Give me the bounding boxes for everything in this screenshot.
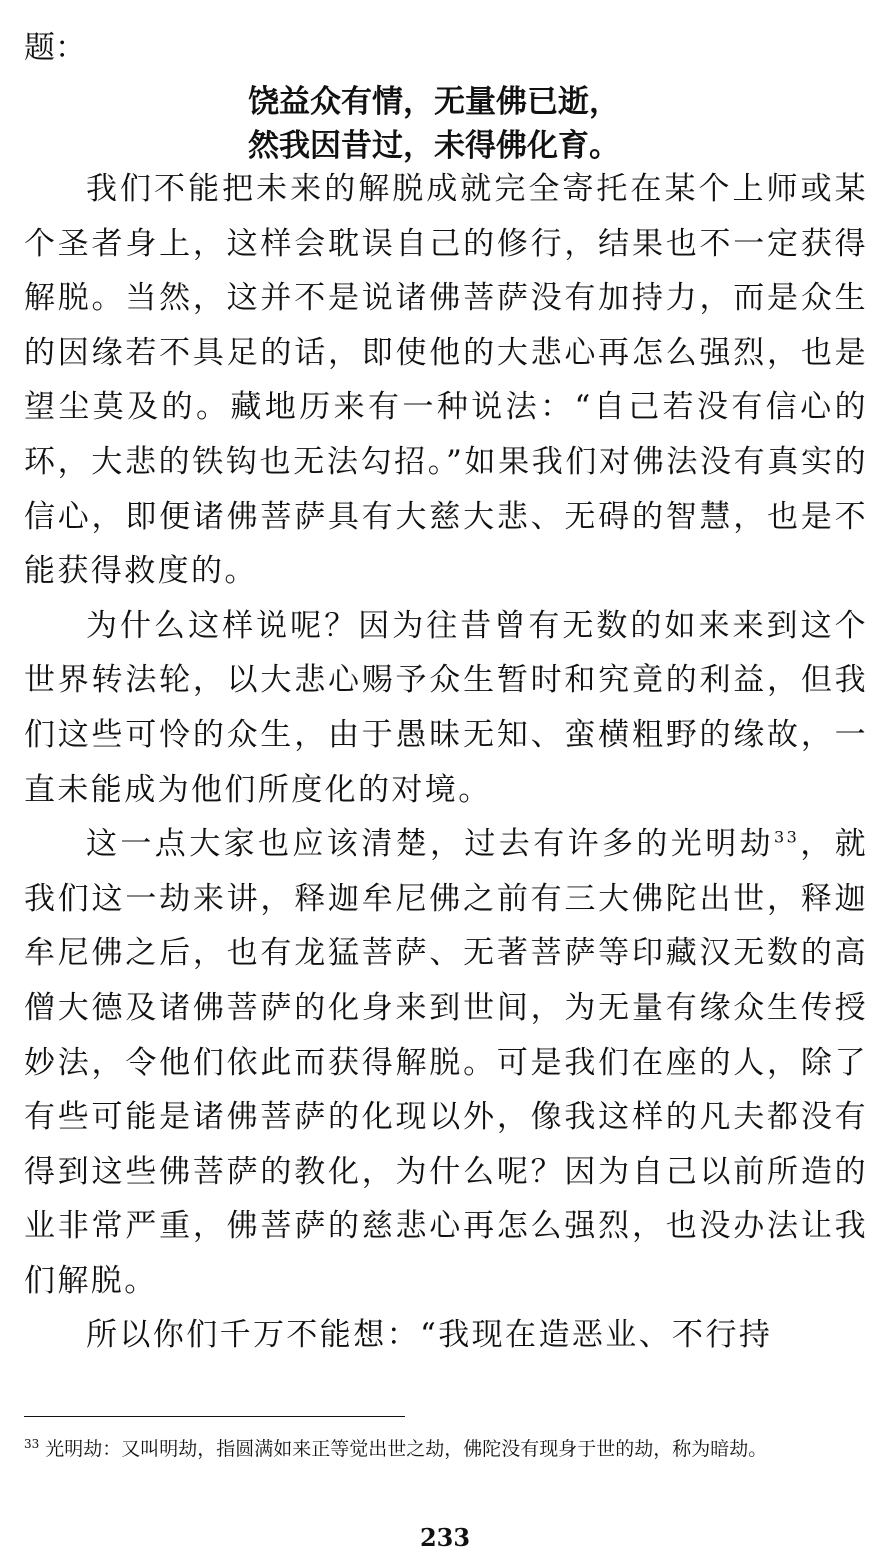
footnote-divider [24, 1416, 405, 1417]
page-number: 233 [419, 1523, 471, 1552]
body-text [24, 162, 868, 1363]
paragraph-3 [24, 817, 868, 1308]
verse-line-1: 饶益众有情，无量佛已逝， [248, 84, 620, 120]
footnote-text: 光明劫：又叫明劫，指圆满如来正等觉出世之劫，佛陀没有现身于世的劫，称为暗劫。 [45, 1438, 768, 1460]
verse-line-2: 然我因昔过，未得佛化育。 [248, 128, 620, 164]
footnote [24, 1434, 868, 1464]
footnote-reference[interactable]: 33 [774, 827, 800, 847]
paragraph-3-text-after-note: ，就我们这一劫来讲，释迦牟尼佛之前有三大佛陀出世，释迦牟尼佛之后，也有龙猛菩萨、无著菩萨等印藏汉无数的高僧大德及诸佛菩萨的化身来到世间，为无量有缘众生传授妙法，令他们依此而获得解脱。可是我们在座的人，除了有些可能是诸佛菩萨的化现以外，像我这样的凡夫都没有得到这些佛菩萨的教化，为什么呢？因为自己以前所造的业非常严重，佛菩萨的慈悲心再怎么强烈，也没办法让我们解脱。 [24, 826, 868, 1299]
paragraph-2: 为什么这样说呢？因为往昔曾有无数的如来来到这个世界转法轮，以大悲心赐予众生暂时和究竟的利益，但我们这些可怜的众生，由于愚昧无知、蛮横粗野的缘故，一直未能成为他们所度化的对境。 [24, 607, 868, 808]
intro-line: 题： [24, 30, 86, 66]
paragraph-3-text-before-note: 这一点大家也应该清楚，过去有许多的光明劫 [86, 826, 775, 863]
paragraph-1: 我们不能把未来的解脱成就完全寄托在某个上师或某个圣者身上，这样会耽误自己的修行，结果也不一定获得解脱。当然，这并不是说诸佛菩萨没有加持力，而是众生的因缘若不具足的话，即使他的大悲心再怎么强烈，也是望尘莫及的。藏地历来有一种说法：“自己若没有信心的环，大悲的铁钩也无法勾招。”如果我们对佛法没有真实的信心，即便诸佛菩萨具有大慈大悲、无碍的智慧，也是不能获得救度的。 [24, 171, 868, 590]
paragraph-4: 所以你们千万不能想：“我现在造恶业、不行持 [86, 1317, 773, 1354]
footnote-number: 33 [24, 1436, 40, 1451]
